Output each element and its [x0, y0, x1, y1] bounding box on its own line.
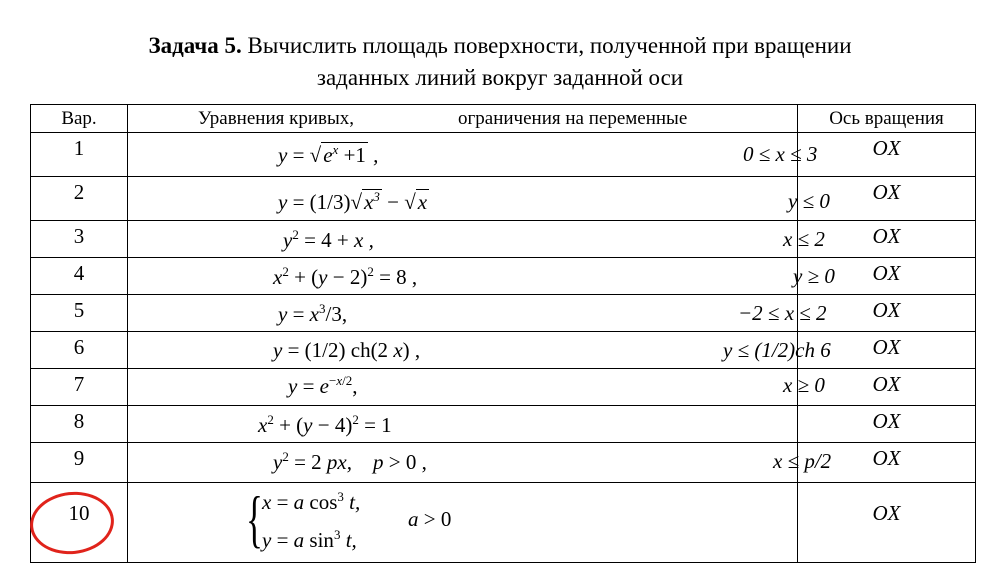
row-equation-cell	[128, 443, 832, 483]
rotation-axis: OX	[798, 483, 976, 563]
row-equation-cell	[128, 406, 798, 443]
row-equation-cell	[128, 258, 835, 295]
equation: $y = e^{-x/2}$,	[288, 373, 358, 398]
row-number: 4	[31, 258, 128, 295]
task-table	[30, 104, 976, 563]
row-number: 5	[31, 295, 128, 332]
header-var: Вар.	[31, 105, 128, 133]
constraint: 0 ≤ x ≤ 3	[743, 142, 818, 166]
constraint: y ≤ (1/2)ch 6	[723, 338, 831, 362]
row-equation-cell	[128, 177, 830, 221]
task-description: Вычислить площадь поверхности, полученной при вращении	[247, 33, 852, 58]
row-equation-cell	[128, 133, 818, 177]
constraint: y ≥ 0	[793, 264, 835, 288]
equation-x: x = a $\cos^3 t$,	[262, 489, 361, 514]
equation: $y^2 = 4 + x$ ,	[283, 227, 374, 252]
row-equation-cell	[128, 295, 827, 332]
rotation-axis: OX	[798, 443, 976, 483]
row-number: 7	[31, 369, 128, 406]
rotation-axis: OX	[798, 177, 976, 221]
equation: y = (1/2) ch(2 x) ,	[273, 338, 421, 362]
header-row	[31, 105, 976, 133]
row-number: 8	[31, 406, 128, 443]
row-number: 1	[31, 133, 128, 177]
table-row	[31, 221, 976, 258]
rotation-axis: OX	[798, 133, 976, 177]
table-row	[31, 369, 976, 406]
task-number: Задача 5.	[148, 33, 242, 58]
header-cond-label: ограничения на переменные	[458, 108, 688, 129]
row-equation-cell	[128, 483, 798, 563]
header-eq-label: Уравнения кривых,	[198, 108, 354, 129]
constraint: x ≥ 0	[783, 373, 825, 397]
rotation-axis: OX	[798, 369, 976, 406]
row-number: 6	[31, 332, 128, 369]
task-title-line1	[0, 30, 1000, 62]
table-row	[31, 295, 976, 332]
rotation-axis: OX	[798, 258, 976, 295]
equation-y: y = a $\sin^3 t$,	[262, 527, 357, 552]
rotation-axis: OX	[798, 332, 976, 369]
equation: $y^2 = 2$ px, p > 0 ,	[273, 449, 427, 474]
table-row	[31, 258, 976, 295]
task-title-line2: заданных линий вокруг заданной оси	[316, 65, 684, 90]
equation: $y = √e^x +1$ ,	[278, 142, 379, 167]
row-number: 2	[31, 177, 128, 221]
rotation-axis: OX	[798, 295, 976, 332]
equation: $x^2 + (y - 4)^2 = 1$	[258, 412, 392, 437]
constraint: x ≤ 2	[783, 227, 825, 251]
table-row	[31, 443, 976, 483]
constraint: y ≤ 0	[788, 189, 830, 213]
table-row	[31, 332, 976, 369]
equation: $y = x^3/3$,	[278, 301, 348, 326]
table-row	[31, 406, 976, 443]
system-brace: {	[246, 483, 263, 554]
row-number: 3	[31, 221, 128, 258]
equation: $y = (1/3)√x^3 - √x$	[278, 189, 428, 214]
constraint: a > 0	[408, 507, 452, 531]
table-row	[31, 483, 976, 563]
header-axis: Ось вращения	[798, 105, 976, 133]
constraint: x ≤ p/2	[773, 449, 832, 473]
equation: $x^2 + (y - 2)^2 = 8$ ,	[273, 264, 418, 289]
row-equation-cell	[128, 221, 825, 258]
rotation-axis: OX	[798, 221, 976, 258]
table-row	[31, 177, 976, 221]
header-equations	[128, 105, 798, 133]
row-number: 9	[31, 443, 128, 483]
row-number: 10	[31, 483, 128, 563]
rotation-axis: OX	[798, 406, 976, 443]
table-row	[31, 133, 976, 177]
row-equation-cell	[128, 332, 831, 369]
row-equation-cell	[128, 369, 825, 406]
constraint: −2 ≤ x ≤ 2	[738, 301, 827, 325]
